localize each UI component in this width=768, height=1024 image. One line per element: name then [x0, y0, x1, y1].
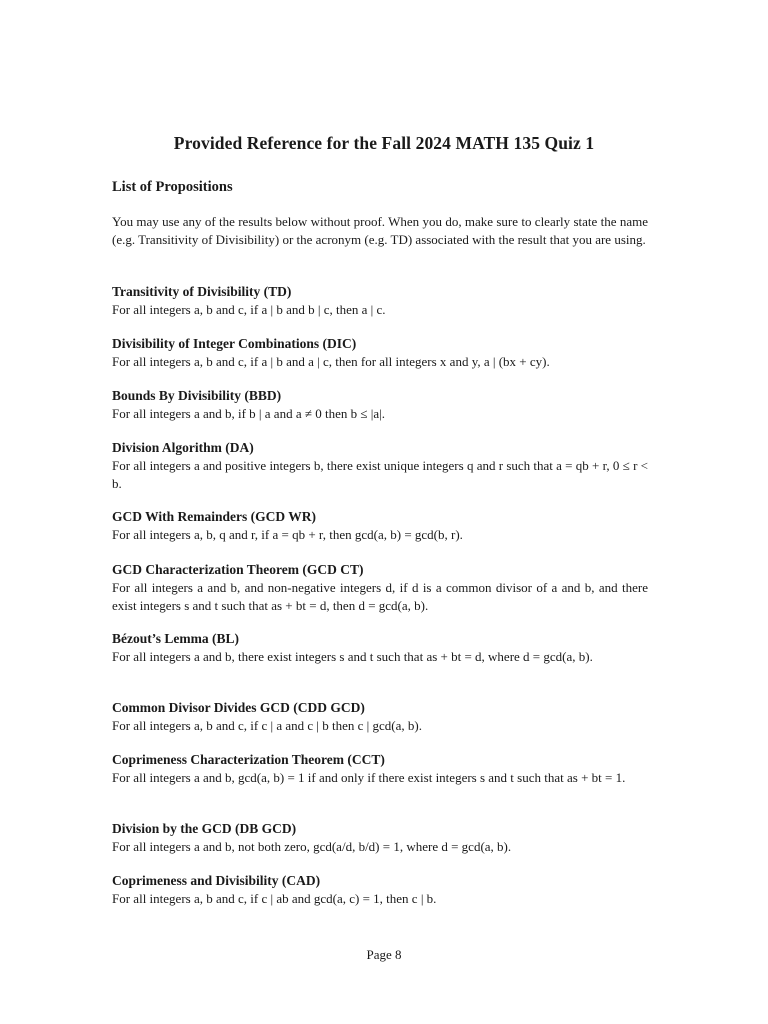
proposition-text: For all integers a, b and c, if c | a and c | b then c | gcd(a, b).: [112, 718, 422, 733]
section-heading: List of Propositions: [112, 179, 233, 195]
proposition-text: For all integers a, b and c, if a | b and b | c, then a | c.: [112, 302, 386, 317]
intro-paragraph: You may use any of the results below without proof. When you do, make sure to clearly state the name (e.g. Transitivity of Divisibility) or the acronym (e.g. TD) associated with the result that you are using.: [112, 214, 648, 247]
proposition-name: Coprimeness Characterization Theorem (CCT): [112, 752, 385, 767]
proposition-cdd-gcd: [112, 699, 648, 735]
proposition-gcd-ct: [112, 561, 648, 615]
proposition-text: For all integers a, b and c, if c | ab and gcd(a, c) = 1, then c | b.: [112, 891, 437, 906]
proposition-name: Division by the GCD (DB GCD): [112, 821, 297, 836]
proposition-text: For all integers a, b and c, if a | b and a | c, then for all integers x and y, a | (bx + cy).: [112, 354, 550, 369]
proposition-bl: [112, 630, 648, 666]
proposition-name: Division Algorithm (DA): [112, 440, 254, 455]
proposition-dic: [112, 335, 648, 371]
proposition-text: For all integers a and b, and non-negative integers d, if d is a common divisor of a and b, and there exist integers s and t such that as + bt = d, then d = gcd(a, b).: [112, 580, 648, 613]
proposition-text: For all integers a and b, if b | a and a ≠ 0 then b ≤ |a|.: [112, 406, 385, 421]
proposition-db-gcd: [112, 820, 648, 856]
proposition-da: [112, 439, 648, 493]
page-number: Page 8: [366, 947, 402, 962]
proposition-text: For all integers a, b, q and r, if a = qb + r, then gcd(a, b) = gcd(b, r).: [112, 527, 463, 542]
proposition-name: Common Divisor Divides GCD (CDD GCD): [112, 700, 365, 715]
proposition-text: For all integers a and b, there exist integers s and t such that as + bt = d, where d = gcd(a, b).: [112, 649, 593, 664]
proposition-name: Coprimeness and Divisibility (CAD): [112, 873, 321, 888]
page-title: Provided Reference for the Fall 2024 MATH 135 Quiz 1: [173, 133, 595, 153]
proposition-cct: [112, 751, 648, 787]
proposition-name: GCD With Remainders (GCD WR): [112, 509, 317, 524]
proposition-bbd: [112, 387, 648, 423]
proposition-name: Transitivity of Divisibility (TD): [112, 284, 292, 299]
proposition-gcd-wr: [112, 508, 648, 544]
proposition-name: Bounds By Divisibility (BBD): [112, 388, 282, 403]
proposition-td: [112, 283, 648, 319]
proposition-text: For all integers a and positive integers b, there exist unique integers q and r such that a = qb + r, 0 ≤ r < b.: [112, 458, 648, 491]
proposition-name: Divisibility of Integer Combinations (DIC): [112, 336, 357, 351]
proposition-text: For all integers a and b, not both zero, gcd(a/d, b/d) = 1, where d = gcd(a, b).: [112, 839, 512, 854]
proposition-cad: [112, 872, 648, 908]
proposition-text: For all integers a and b, gcd(a, b) = 1 if and only if there exist integers s and t such that as + bt = 1.: [112, 770, 626, 785]
proposition-name: GCD Characterization Theorem (GCD CT): [112, 562, 364, 577]
proposition-name: Bézout’s Lemma (BL): [112, 631, 239, 646]
